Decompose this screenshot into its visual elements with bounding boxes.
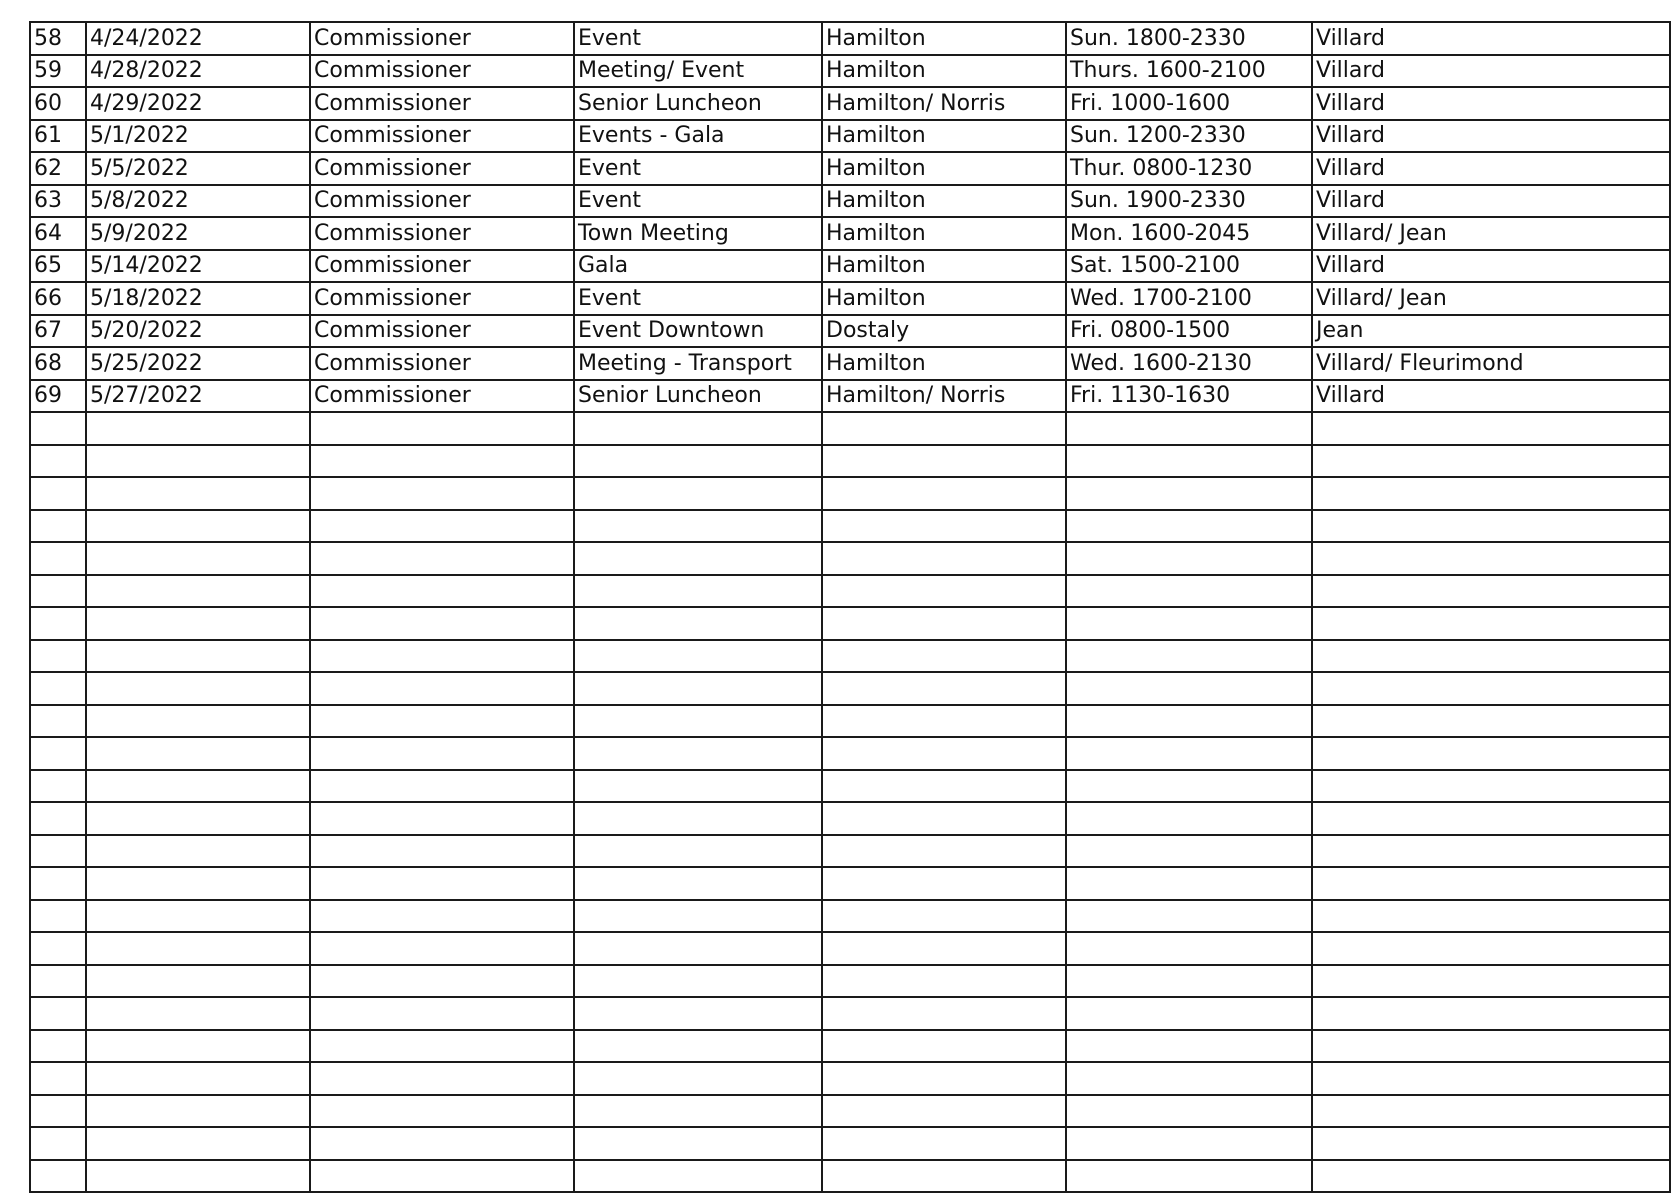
cell-date <box>86 997 310 1030</box>
cell-location <box>822 510 1066 543</box>
cell-time <box>1066 1160 1312 1193</box>
table-row <box>30 575 1670 608</box>
cell-time: Sat. 1500-2100 <box>1066 250 1312 283</box>
cell-time <box>1066 607 1312 640</box>
cell-role: Commissioner <box>310 185 574 218</box>
cell-activity: Senior Luncheon <box>574 380 822 413</box>
cell-role <box>310 932 574 965</box>
cell-officer: Villard <box>1312 380 1670 413</box>
cell-time <box>1066 445 1312 478</box>
cell-entry-number: 68 <box>30 347 86 380</box>
cell-role: Commissioner <box>310 55 574 88</box>
table-row <box>30 737 1670 770</box>
cell-role <box>310 770 574 803</box>
cell-role <box>310 1095 574 1128</box>
cell-activity: Event <box>574 282 822 315</box>
cell-date <box>86 1030 310 1063</box>
cell-location <box>822 770 1066 803</box>
table-row <box>30 1127 1670 1160</box>
cell-role <box>310 965 574 998</box>
cell-activity: Gala <box>574 250 822 283</box>
cell-entry-number: 60 <box>30 87 86 120</box>
cell-role <box>310 705 574 738</box>
cell-role <box>310 542 574 575</box>
cell-location: Hamilton <box>822 282 1066 315</box>
cell-activity <box>574 835 822 868</box>
table-row <box>30 705 1670 738</box>
cell-time <box>1066 997 1312 1030</box>
table-row <box>30 965 1670 998</box>
cell-date: 4/28/2022 <box>86 55 310 88</box>
cell-officer <box>1312 575 1670 608</box>
cell-activity <box>574 867 822 900</box>
cell-role: Commissioner <box>310 282 574 315</box>
cell-entry-number <box>30 412 86 445</box>
cell-role: Commissioner <box>310 315 574 348</box>
cell-date <box>86 575 310 608</box>
cell-activity <box>574 1062 822 1095</box>
cell-time: Sun. 1800-2330 <box>1066 22 1312 55</box>
cell-date: 5/14/2022 <box>86 250 310 283</box>
cell-activity <box>574 900 822 933</box>
cell-location: Dostaly <box>822 315 1066 348</box>
table-row <box>30 510 1670 543</box>
cell-activity <box>574 510 822 543</box>
cell-location <box>822 997 1066 1030</box>
table-row <box>30 87 1670 120</box>
table-row <box>30 152 1670 185</box>
cell-location: Hamilton/ Norris <box>822 87 1066 120</box>
cell-officer <box>1312 542 1670 575</box>
cell-location: Hamilton <box>822 22 1066 55</box>
cell-activity: Meeting/ Event <box>574 55 822 88</box>
cell-location <box>822 965 1066 998</box>
cell-time: Thur. 0800-1230 <box>1066 152 1312 185</box>
cell-location <box>822 542 1066 575</box>
cell-entry-number <box>30 672 86 705</box>
cell-date <box>86 867 310 900</box>
cell-activity <box>574 412 822 445</box>
cell-activity <box>574 1160 822 1193</box>
cell-date: 5/20/2022 <box>86 315 310 348</box>
cell-location <box>822 412 1066 445</box>
cell-officer <box>1312 445 1670 478</box>
cell-officer: Villard <box>1312 55 1670 88</box>
cell-entry-number: 58 <box>30 22 86 55</box>
cell-role <box>310 835 574 868</box>
table-row <box>30 867 1670 900</box>
table-row <box>30 607 1670 640</box>
cell-time <box>1066 1062 1312 1095</box>
cell-date <box>86 1095 310 1128</box>
cell-role <box>310 802 574 835</box>
cell-officer <box>1312 1030 1670 1063</box>
cell-officer <box>1312 607 1670 640</box>
cell-activity <box>574 997 822 1030</box>
cell-location <box>822 1160 1066 1193</box>
cell-location <box>822 867 1066 900</box>
table-row <box>30 1160 1670 1193</box>
cell-officer: Villard <box>1312 22 1670 55</box>
cell-time <box>1066 867 1312 900</box>
table-row <box>30 445 1670 478</box>
cell-officer <box>1312 705 1670 738</box>
cell-entry-number <box>30 997 86 1030</box>
cell-role <box>310 1062 574 1095</box>
cell-time <box>1066 965 1312 998</box>
cell-officer <box>1312 737 1670 770</box>
cell-officer <box>1312 640 1670 673</box>
cell-time: Wed. 1700-2100 <box>1066 282 1312 315</box>
cell-officer <box>1312 965 1670 998</box>
cell-role <box>310 672 574 705</box>
cell-time <box>1066 542 1312 575</box>
cell-role <box>310 640 574 673</box>
cell-officer <box>1312 835 1670 868</box>
cell-officer: Villard/ Jean <box>1312 217 1670 250</box>
cell-time <box>1066 900 1312 933</box>
cell-date <box>86 672 310 705</box>
table-row <box>30 250 1670 283</box>
cell-role <box>310 997 574 1030</box>
table-row <box>30 1030 1670 1063</box>
cell-officer: Villard <box>1312 87 1670 120</box>
cell-location <box>822 477 1066 510</box>
schedule-table <box>29 21 1671 1193</box>
cell-location: Hamilton <box>822 55 1066 88</box>
table-row <box>30 412 1670 445</box>
cell-officer <box>1312 932 1670 965</box>
cell-time <box>1066 1127 1312 1160</box>
cell-role: Commissioner <box>310 152 574 185</box>
cell-location: Hamilton <box>822 250 1066 283</box>
cell-activity: Town Meeting <box>574 217 822 250</box>
cell-role <box>310 575 574 608</box>
cell-officer <box>1312 802 1670 835</box>
cell-location <box>822 672 1066 705</box>
cell-activity <box>574 542 822 575</box>
cell-officer: Villard/ Fleurimond <box>1312 347 1670 380</box>
cell-location <box>822 1062 1066 1095</box>
cell-location <box>822 607 1066 640</box>
cell-location: Hamilton <box>822 185 1066 218</box>
cell-time <box>1066 770 1312 803</box>
cell-entry-number: 59 <box>30 55 86 88</box>
table-row <box>30 217 1670 250</box>
cell-role: Commissioner <box>310 87 574 120</box>
cell-time <box>1066 1030 1312 1063</box>
cell-entry-number <box>30 445 86 478</box>
cell-date <box>86 1127 310 1160</box>
cell-date <box>86 412 310 445</box>
cell-location <box>822 802 1066 835</box>
cell-role <box>310 867 574 900</box>
cell-role <box>310 900 574 933</box>
cell-time <box>1066 932 1312 965</box>
cell-officer <box>1312 1095 1670 1128</box>
cell-time: Sun. 1200-2330 <box>1066 120 1312 153</box>
cell-date: 4/29/2022 <box>86 87 310 120</box>
cell-officer <box>1312 1127 1670 1160</box>
cell-location <box>822 835 1066 868</box>
cell-location <box>822 737 1066 770</box>
cell-activity: Senior Luncheon <box>574 87 822 120</box>
cell-date <box>86 737 310 770</box>
cell-entry-number: 67 <box>30 315 86 348</box>
cell-entry-number <box>30 965 86 998</box>
cell-date <box>86 900 310 933</box>
cell-entry-number <box>30 1030 86 1063</box>
cell-officer <box>1312 1160 1670 1193</box>
cell-activity <box>574 445 822 478</box>
cell-activity <box>574 932 822 965</box>
cell-entry-number <box>30 1160 86 1193</box>
cell-time <box>1066 672 1312 705</box>
cell-entry-number <box>30 477 86 510</box>
cell-time <box>1066 835 1312 868</box>
cell-officer <box>1312 412 1670 445</box>
table-row <box>30 672 1670 705</box>
cell-role: Commissioner <box>310 347 574 380</box>
table-row <box>30 315 1670 348</box>
cell-time: Wed. 1600-2130 <box>1066 347 1312 380</box>
table-row <box>30 1095 1670 1128</box>
cell-activity <box>574 770 822 803</box>
table-row <box>30 477 1670 510</box>
cell-time <box>1066 575 1312 608</box>
cell-activity: Event Downtown <box>574 315 822 348</box>
table-row <box>30 282 1670 315</box>
cell-entry-number <box>30 770 86 803</box>
cell-role <box>310 1030 574 1063</box>
cell-time <box>1066 1095 1312 1128</box>
cell-entry-number: 63 <box>30 185 86 218</box>
cell-time: Fri. 1130-1630 <box>1066 380 1312 413</box>
cell-role <box>310 737 574 770</box>
cell-activity: Event <box>574 185 822 218</box>
cell-location <box>822 1030 1066 1063</box>
cell-time <box>1066 640 1312 673</box>
cell-officer: Villard <box>1312 250 1670 283</box>
table-row <box>30 185 1670 218</box>
table-row <box>30 770 1670 803</box>
cell-date: 4/24/2022 <box>86 22 310 55</box>
cell-officer <box>1312 900 1670 933</box>
cell-entry-number: 66 <box>30 282 86 315</box>
cell-date <box>86 770 310 803</box>
table-row <box>30 22 1670 55</box>
cell-activity: Meeting - Transport <box>574 347 822 380</box>
cell-time <box>1066 705 1312 738</box>
cell-activity: Event <box>574 152 822 185</box>
cell-date: 5/5/2022 <box>86 152 310 185</box>
cell-entry-number <box>30 1095 86 1128</box>
cell-location <box>822 1127 1066 1160</box>
cell-entry-number <box>30 705 86 738</box>
cell-entry-number <box>30 835 86 868</box>
cell-activity <box>574 575 822 608</box>
table-row <box>30 900 1670 933</box>
cell-location <box>822 575 1066 608</box>
cell-role: Commissioner <box>310 22 574 55</box>
cell-role <box>310 412 574 445</box>
cell-entry-number <box>30 510 86 543</box>
cell-time: Fri. 0800-1500 <box>1066 315 1312 348</box>
cell-location <box>822 900 1066 933</box>
table-row <box>30 542 1670 575</box>
cell-role: Commissioner <box>310 250 574 283</box>
cell-role: Commissioner <box>310 120 574 153</box>
cell-activity <box>574 1127 822 1160</box>
cell-time: Sun. 1900-2330 <box>1066 185 1312 218</box>
cell-activity: Event <box>574 22 822 55</box>
cell-location <box>822 640 1066 673</box>
cell-activity <box>574 607 822 640</box>
cell-officer <box>1312 477 1670 510</box>
cell-officer <box>1312 1062 1670 1095</box>
cell-date <box>86 1062 310 1095</box>
table-row <box>30 1062 1670 1095</box>
table-row <box>30 835 1670 868</box>
cell-location: Hamilton <box>822 347 1066 380</box>
cell-officer: Villard/ Jean <box>1312 282 1670 315</box>
cell-date: 5/25/2022 <box>86 347 310 380</box>
cell-activity <box>574 672 822 705</box>
cell-location <box>822 705 1066 738</box>
cell-entry-number <box>30 932 86 965</box>
cell-officer: Jean <box>1312 315 1670 348</box>
cell-time: Thurs. 1600-2100 <box>1066 55 1312 88</box>
cell-date <box>86 965 310 998</box>
cell-activity <box>574 705 822 738</box>
cell-activity <box>574 1095 822 1128</box>
cell-activity <box>574 1030 822 1063</box>
cell-entry-number <box>30 640 86 673</box>
cell-role: Commissioner <box>310 380 574 413</box>
cell-officer: Villard <box>1312 185 1670 218</box>
cell-officer: Villard <box>1312 120 1670 153</box>
cell-activity <box>574 965 822 998</box>
table-row <box>30 997 1670 1030</box>
cell-officer <box>1312 997 1670 1030</box>
table-row <box>30 120 1670 153</box>
cell-entry-number <box>30 1062 86 1095</box>
cell-location: Hamilton/ Norris <box>822 380 1066 413</box>
cell-date <box>86 1160 310 1193</box>
schedule-table-body <box>30 22 1670 1192</box>
cell-role <box>310 477 574 510</box>
table-row <box>30 802 1670 835</box>
cell-entry-number <box>30 802 86 835</box>
cell-officer <box>1312 867 1670 900</box>
cell-date <box>86 835 310 868</box>
cell-activity: Events - Gala <box>574 120 822 153</box>
cell-activity <box>574 802 822 835</box>
cell-time <box>1066 412 1312 445</box>
table-row <box>30 932 1670 965</box>
cell-date: 5/8/2022 <box>86 185 310 218</box>
cell-entry-number: 64 <box>30 217 86 250</box>
cell-date: 5/1/2022 <box>86 120 310 153</box>
cell-entry-number <box>30 737 86 770</box>
cell-role <box>310 445 574 478</box>
cell-location <box>822 1095 1066 1128</box>
cell-date <box>86 932 310 965</box>
cell-location: Hamilton <box>822 152 1066 185</box>
cell-entry-number: 69 <box>30 380 86 413</box>
cell-location <box>822 932 1066 965</box>
cell-date <box>86 477 310 510</box>
cell-officer: Villard <box>1312 152 1670 185</box>
cell-officer <box>1312 510 1670 543</box>
cell-time <box>1066 802 1312 835</box>
cell-entry-number <box>30 1127 86 1160</box>
cell-role: Commissioner <box>310 217 574 250</box>
cell-date: 5/9/2022 <box>86 217 310 250</box>
cell-entry-number <box>30 542 86 575</box>
cell-time <box>1066 510 1312 543</box>
cell-officer <box>1312 770 1670 803</box>
cell-role <box>310 1160 574 1193</box>
cell-date <box>86 802 310 835</box>
cell-activity <box>574 640 822 673</box>
table-row <box>30 347 1670 380</box>
cell-location: Hamilton <box>822 120 1066 153</box>
cell-date: 5/18/2022 <box>86 282 310 315</box>
cell-date <box>86 445 310 478</box>
cell-time: Fri. 1000-1600 <box>1066 87 1312 120</box>
cell-entry-number <box>30 575 86 608</box>
cell-time: Mon. 1600-2045 <box>1066 217 1312 250</box>
cell-date <box>86 542 310 575</box>
cell-entry-number <box>30 607 86 640</box>
cell-date <box>86 705 310 738</box>
table-row <box>30 380 1670 413</box>
cell-entry-number <box>30 867 86 900</box>
cell-location <box>822 445 1066 478</box>
cell-officer <box>1312 672 1670 705</box>
cell-time <box>1066 737 1312 770</box>
cell-activity <box>574 737 822 770</box>
cell-entry-number <box>30 900 86 933</box>
cell-time <box>1066 477 1312 510</box>
table-row <box>30 55 1670 88</box>
cell-role <box>310 607 574 640</box>
cell-date <box>86 510 310 543</box>
cell-date <box>86 607 310 640</box>
cell-role <box>310 1127 574 1160</box>
cell-date: 5/27/2022 <box>86 380 310 413</box>
cell-entry-number: 65 <box>30 250 86 283</box>
cell-location: Hamilton <box>822 217 1066 250</box>
cell-activity <box>574 477 822 510</box>
table-row <box>30 640 1670 673</box>
cell-role <box>310 510 574 543</box>
cell-entry-number: 62 <box>30 152 86 185</box>
cell-entry-number: 61 <box>30 120 86 153</box>
cell-date <box>86 640 310 673</box>
